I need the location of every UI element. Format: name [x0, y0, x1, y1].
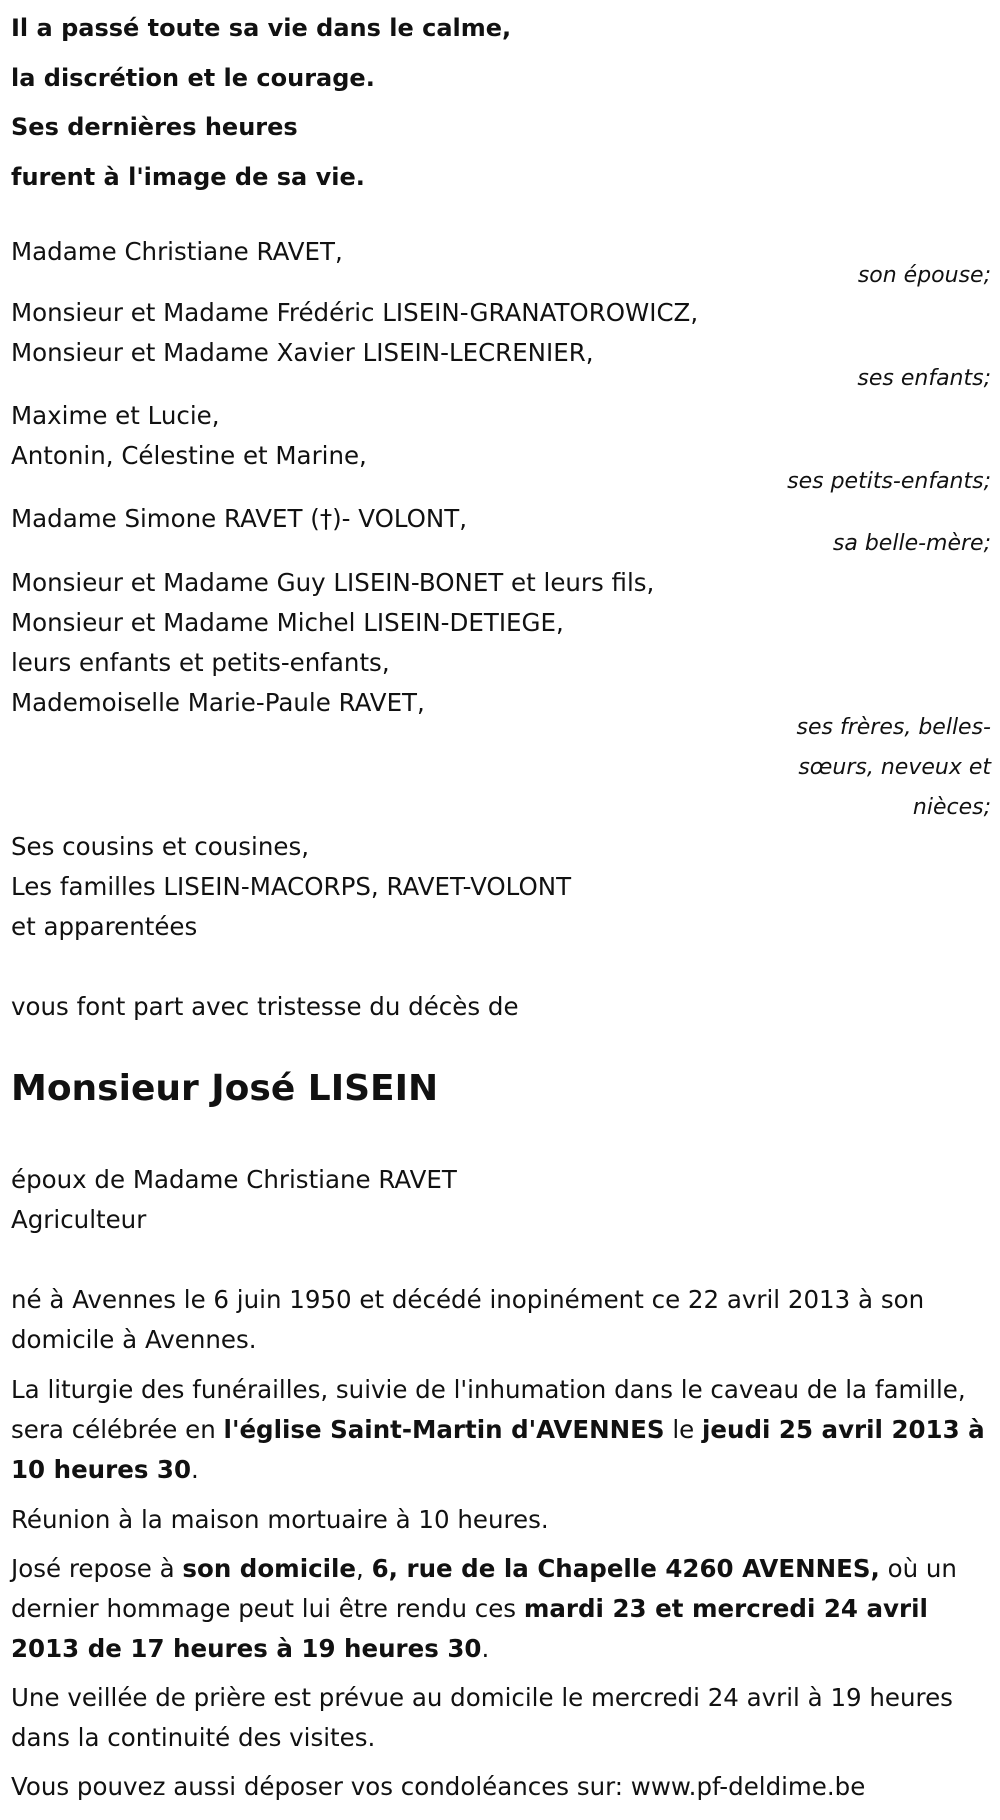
- family-line-sibling: Monsieur et Madame Michel LISEIN-DETIEGE,: [11, 608, 564, 637]
- family-line-grandchild: Maxime et Lucie,: [11, 401, 220, 430]
- epigraph-line: Ses dernières heures: [11, 113, 298, 141]
- funeral-paragraph: La liturgie des funérailles, suivie de l'inhumation dans le caveau de la famille, sera célébrée en l'église Saint-Martin d'AVENNES le jeudi 25 avril 2013 à 10 heures 30.: [11, 1375, 985, 1484]
- visiting-hours: mardi 23 et mercredi 24 avril 2013 de 17 heures à 19 heures 30: [11, 1594, 928, 1663]
- reunion-paragraph: Réunion à la maison mortuaire à 10 heures.: [11, 1505, 549, 1534]
- family-line-cousins: et apparentées: [11, 912, 198, 941]
- family-line-cousins: Les familles LISEIN-MACORPS, RAVET-VOLONT: [11, 872, 572, 901]
- epigraph: [11, 4, 711, 202]
- epigraph-line: la discrétion et le courage.: [11, 63, 375, 92]
- deceased-name: Monsieur José LISEIN: [11, 1068, 439, 1109]
- relation-siblings: ses frères, belles-sœurs, neveux et nièces;: [796, 715, 991, 820]
- relation-children: ses enfants;: [857, 366, 991, 391]
- rests-address: 6, rue de la Chapelle 4260 AVENNES,: [371, 1554, 880, 1583]
- funeral-datetime: jeudi 25 avril 2013 à 10 heures 30: [11, 1415, 985, 1484]
- family-line-child: Monsieur et Madame Xavier LISEIN-LECRENIER,: [11, 338, 594, 367]
- deceased-occupation: Agriculteur: [11, 1205, 147, 1234]
- family-line-grandchild: Antonin, Célestine et Marine,: [11, 441, 367, 470]
- condolences-paragraph: Vous pouvez aussi déposer vos condoléances sur: www.pf-deldime.be: [11, 1772, 866, 1801]
- family-line-child: Monsieur et Madame Frédéric LISEIN-GRANATOROWICZ,: [11, 298, 699, 327]
- church-name: l'église Saint-Martin d'AVENNES: [223, 1415, 665, 1444]
- family-line-sibling: leurs enfants et petits-enfants,: [11, 648, 390, 677]
- relation-spouse: son épouse;: [857, 263, 991, 288]
- family-line-sibling: Monsieur et Madame Guy LISEIN-BONET et leurs fils,: [11, 568, 655, 597]
- epigraph-line: furent à l'image de sa vie.: [11, 162, 365, 191]
- family-line-mother-in-law: Madame Simone RAVET (†)- VOLONT,: [11, 504, 468, 533]
- relation-grandchildren: ses petits-enfants;: [787, 469, 991, 494]
- birth-death-paragraph: né à Avennes le 6 juin 1950 et décédé inopinément ce 22 avril 2013 à son domicile à Avennes.: [11, 1285, 925, 1354]
- rests-place: son domicile: [182, 1554, 357, 1583]
- epigraph-line: Il a passé toute sa vie dans le calme,: [11, 14, 512, 42]
- announcement-text: vous font part avec tristesse du décès de: [11, 992, 519, 1021]
- relation-mother-in-law: sa belle-mère;: [832, 531, 991, 556]
- family-line-cousins: Ses cousins et cousines,: [11, 832, 309, 861]
- deceased-spouse: époux de Madame Christiane RAVET: [11, 1165, 457, 1194]
- family-line-spouse: Madame Christiane RAVET,: [11, 237, 343, 266]
- rests-paragraph: José repose à son domicile, 6, rue de la Chapelle 4260 AVENNES, où un dernier hommage peut lui être rendu ces mardi 23 et mercredi 24 avril 2013 de 17 heures à 19 heures 30.: [11, 1554, 957, 1663]
- family-line-sibling: Mademoiselle Marie-Paule RAVET,: [11, 688, 425, 717]
- vigil-paragraph: Une veillée de prière est prévue au domicile le mercredi 24 avril à 19 heures dans la continuité des visites.: [11, 1683, 953, 1752]
